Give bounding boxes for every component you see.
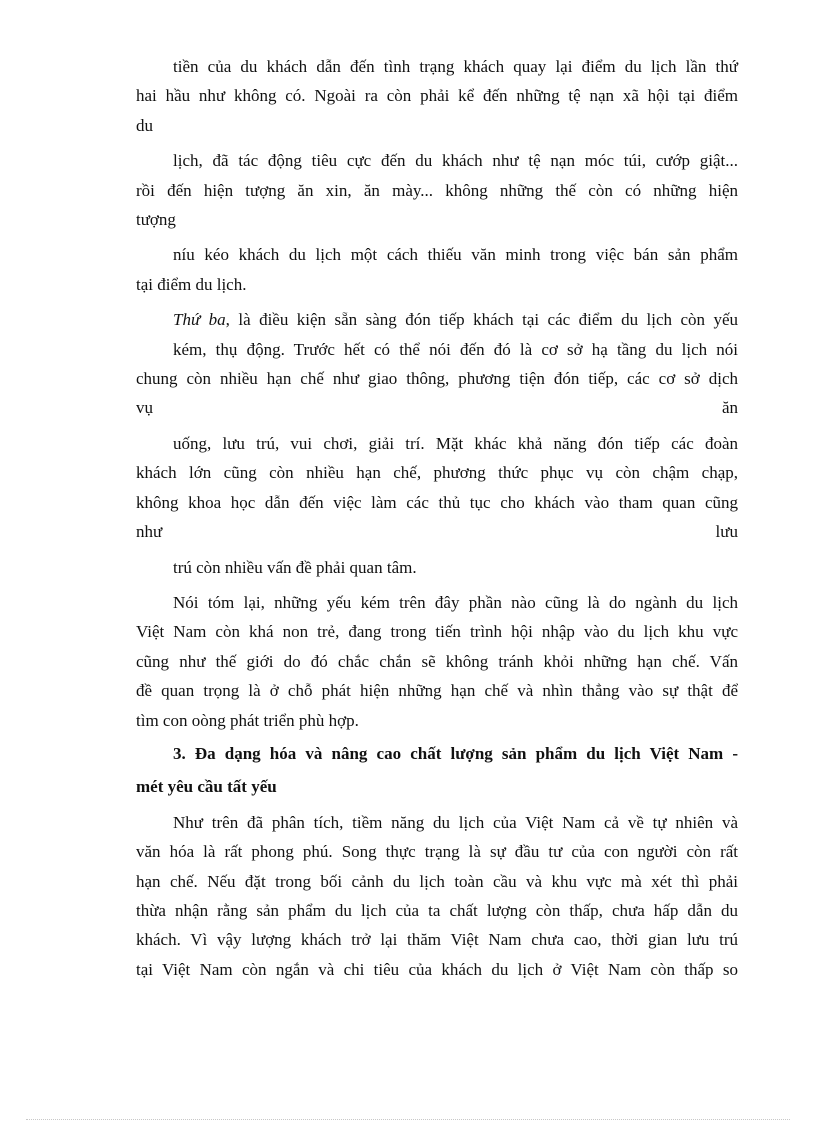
italic-lead: Thứ ba xyxy=(173,310,226,330)
text-line: khách lớn cũng còn nhiều hạn chế, phương thức phục vụ còn chậm chạp, xyxy=(136,463,738,483)
heading-line: mét yêu cầu tất yếu xyxy=(136,777,277,797)
text-line: hai hầu như không có. Ngoài ra còn phải kể đến những tệ nạn xã hội tại điểm xyxy=(136,86,738,106)
paragraph-8 xyxy=(136,588,738,735)
text-line: uống, lưu trú, vui chơi, giải trí. Mặt khác khả năng đón tiếp các đoàn xyxy=(173,433,738,453)
text-line: rồi đến hiện tượng ăn xin, ăn mày... không những thế còn có những hiện xyxy=(136,180,738,200)
text-line: như lưu xyxy=(136,522,738,542)
paragraph-7 xyxy=(136,553,738,582)
text-line: không khoa học dẫn đến việc làm các thủ tục cho khách vào tham quan cũng xyxy=(136,492,738,512)
text-line: vụ ăn xyxy=(136,398,738,418)
paragraph-2 xyxy=(136,146,738,234)
text-line: trú còn nhiều vấn đề phải quan tâm. xyxy=(173,557,417,577)
text-line: thừa nhận rằng sản phẩm du lịch của ta chất lượng còn thấp, chưa hấp dẫn du xyxy=(136,900,738,920)
text-line: chung còn nhiều hạn chế như giao thông, phương tiện đón tiếp, các cơ sở dịch xyxy=(136,369,738,389)
text-line: tượng xyxy=(136,210,176,230)
paragraph-5 xyxy=(136,335,738,423)
heading-line: 3. Đa dạng hóa và nâng cao chất lượng sản phẩm du lịch Việt Nam - xyxy=(173,743,738,763)
section-heading xyxy=(136,739,738,802)
text-line: khách. Vì vậy lượng khách trở lại thăm Việt Nam chưa cao, thời gian lưu trú xyxy=(136,930,738,950)
text-line: văn hóa là rất phong phú. Song thực trạng là sự đầu tư của con người còn rất xyxy=(136,842,738,862)
text-line: hạn chế. Nếu đặt trong bối cảnh du lịch toàn cầu và khu vực mà xét thì phải xyxy=(136,871,738,891)
text-line: tiền của du khách dẫn đến tình trạng khách quay lại điểm du lịch lần thứ xyxy=(173,57,738,76)
text-run: , là điều kiện sẵn sàng đón tiếp khách tại các điểm du lịch còn yếu xyxy=(225,310,738,330)
paragraph-6 xyxy=(136,429,738,547)
page-bottom-divider xyxy=(26,1119,790,1120)
paragraph-final xyxy=(136,808,738,984)
text-line: tìm con oòng phát triển phù hợp. xyxy=(136,710,359,730)
text-line: du xyxy=(136,115,153,135)
text-line xyxy=(136,305,738,334)
document-body xyxy=(136,52,738,984)
text-line: níu kéo khách du lịch một cách thiếu văn minh trong việc bán sản phẩm xyxy=(173,245,738,265)
paragraph-4 xyxy=(136,305,738,334)
text-line: kém, thụ động. Trước hết có thể nói đến đó là cơ sở hạ tầng du lịch nói xyxy=(173,339,738,359)
text-line: Nói tóm lại, những yếu kém trên đây phần nào cũng là do ngành du lịch xyxy=(173,592,738,612)
paragraph-1 xyxy=(136,52,738,140)
text-line: tại điểm du lịch. xyxy=(136,274,247,294)
text-line: Việt Nam còn khá non trẻ, đang trong tiến trình hội nhập vào du lịch khu vực xyxy=(136,622,738,642)
text-line: tại Việt Nam còn ngắn và chi tiêu của khách du lịch ở Việt Nam còn thấp so xyxy=(136,959,738,979)
text-line: Như trên đã phân tích, tiềm năng du lịch của Việt Nam cả về tự nhiên và xyxy=(173,812,738,832)
text-line: đề quan trọng là ở chỗ phát hiện những hạn chế và nhìn thẳng vào sự thật để xyxy=(136,681,738,701)
text-line: cũng như thế giới do đó chắc chắn sẽ không tránh khỏi những hạn chế. Vấn xyxy=(136,651,738,671)
text-line: lịch, đã tác động tiêu cực đến du khách như tệ nạn móc túi, cướp giật... xyxy=(173,151,738,171)
paragraph-3 xyxy=(136,240,738,299)
